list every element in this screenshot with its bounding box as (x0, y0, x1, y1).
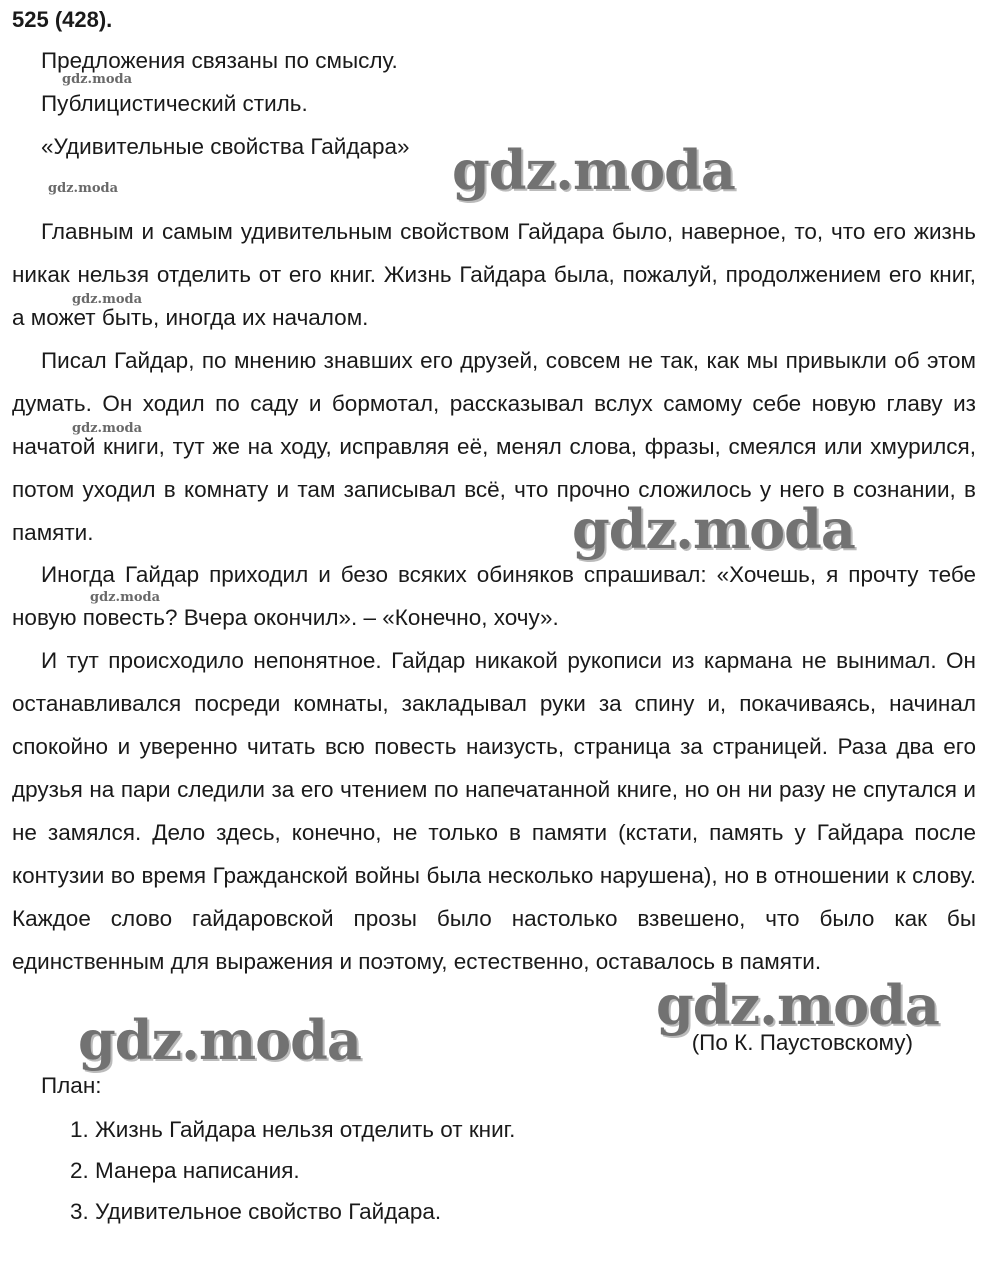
watermark-large: gdz.moda (656, 973, 939, 1037)
paragraph-2: Писал Гайдар, по мнению знавших его друзей, совсем не так, как мы привыкли об этом думать. Он ходил по саду и бормотал, рассказывал вслух самому себе новую главу из начатой книги, тут же на ходу, исправляя её, менял слова, фразы, смеялся или хмурился, потом уходил в комнату и там записывал всё, что прочно сложилось у него в сознании, в памяти. (12, 348, 976, 545)
watermark-large: gdz.moda (572, 497, 855, 561)
watermark-small: gdz.moda (72, 292, 143, 307)
exercise-number: 525 (428). (12, 7, 113, 32)
watermark-large: gdz.moda (452, 138, 735, 202)
watermark-small: gdz.moda (62, 72, 133, 87)
plan-item: 3. Удивительное свойство Гайдара. (70, 1199, 442, 1224)
watermark-small: gdz.moda (90, 590, 161, 605)
plan-item: 1. Жизнь Гайдара нельзя отделить от книг. (70, 1117, 516, 1142)
watermark-large: gdz.moda (78, 1008, 361, 1072)
watermark-small: gdz.moda (48, 181, 119, 196)
plan-list (70, 1116, 515, 1239)
source-attribution: (По К. Паустовскому) (691, 1030, 913, 1055)
watermark-small: gdz.moda (72, 421, 143, 436)
intro-line-1: Предложения связаны по смыслу. (41, 48, 398, 73)
intro-line-3: «Удивительные свойства Гайдара» (41, 134, 410, 159)
intro-line-2: Публицистический стиль. (41, 91, 308, 116)
plan-item: 2. Манера написания. (70, 1158, 300, 1183)
plan-title: План: (41, 1073, 102, 1098)
paragraph-4: И тут происходило непонятное. Гайдар никакой рукописи из кармана не вынимал. Он останавливался посреди комнаты, закладывал руки за спину и, покачиваясь, начинал спокойно и уверенно читать всю повесть наизусть, страница за страницей. Раза два его друзья на пари следили за его чтением по напечатанной книге, но он ни разу не спутался и не замялся. Дело здесь, конечно, не только в памяти (кстати, память у Гайдара после контузии во время Гражданской войны была несколько нарушена), но в отношении к слову. Каждое слово гайдаровской прозы было настолько взвешено, что было как бы единственным для выражения и поэтому, естественно, оставалось в памяти. (12, 648, 976, 974)
paragraph-3: Иногда Гайдар приходил и безо всяких обиняков спрашивал: «Хочешь, я прочту тебе новую повесть? Вчера окончил». – «Конечно, хочу». (12, 562, 976, 630)
paragraph-1: Главным и самым удивительным свойством Гайдара было, наверное, то, что его жизнь никак нельзя отделить от его книг. Жизнь Гайдара была, пожалуй, продолжением его книг, а может быть, иногда их началом. (12, 219, 976, 330)
